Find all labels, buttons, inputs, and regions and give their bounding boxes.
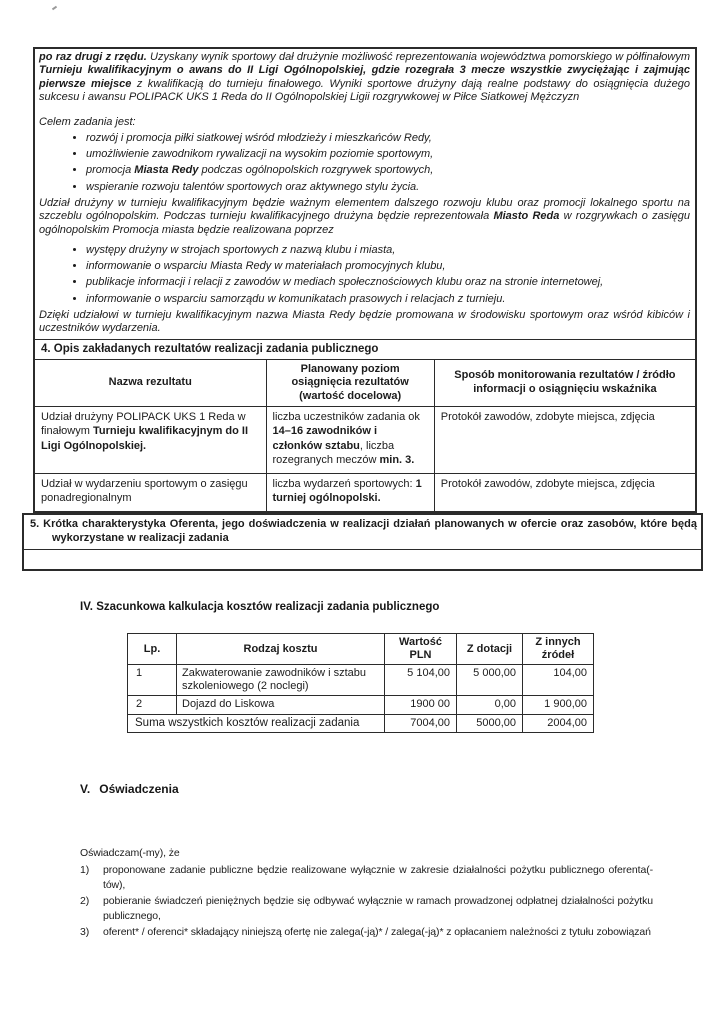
result-row (35, 407, 695, 474)
cost-sum-grant: 5000,00 (457, 714, 523, 732)
section4-title: 4. Opis zakładanych rezultatów realizacji zadania publicznego (35, 339, 695, 359)
promotion-item: • informowanie o wsparciu samorządu w komunikatach prasowych i relacjach z turnieju. (86, 293, 690, 307)
cost-table (127, 633, 594, 733)
declaration-item (80, 894, 653, 924)
declaration-text: oferent* / oferenci* składający niniejszą ofertę nie zalega(-ją)* / zalega(-ją)* z opłacaniem należności z tytułu zobowiązań (103, 926, 651, 938)
cost-sum-value: 7004,00 (385, 714, 457, 732)
result-row (35, 473, 695, 510)
cost-name-cell: Zakwaterowanie zawodników i sztabu szkoleniowego (2 noclegi) (177, 665, 385, 696)
goal-item: • umożliwienie zawodnikom rywalizacji na wysokim poziomie sportowym, (86, 148, 690, 162)
cost-grant-cell: 5 000,00 (457, 665, 523, 696)
declarations-heading-number: V. (80, 782, 91, 796)
cost-value-cell: 1900 00 (385, 696, 457, 714)
cost-header-value: Wartość PLN (385, 634, 457, 665)
goal-item: • wspieranie rozwoju talentów sportowych oraz aktywnego stylu życia. (86, 181, 690, 195)
intro-paragraph: po raz drugi z rzędu. Uzyskany wynik sportowy dał drużynie możliwość reprezentowania województwa pomorskiego w półfinałowym Turnieju kwalifikacyjnym o awans do II Ligi Ogólnopolskiej, gdzie rozegrała 3 mecze wszystkie zwyciężając i zajmując pierwsze miejsce z kwalifikacją do turnieju finałowego. Wyniki sportowe drużyny dają realne podstawy do osiągnięcia dużego sukcesu i awansu POLIPACK UKS 1 Reda do II Ogólnopolskiej Ligii rozgrywkowej w Piłce Siatkowej Mężczyzn (39, 51, 691, 104)
results-header-name: Nazwa rezultatu (35, 359, 266, 407)
section5-title: 5. Krótka charakterystyka Oferenta, jego doświadczenia w realizacji działań planowanych w ofercie oraz zasobów, które będą wykorzystane w realizacji zadania (24, 515, 701, 550)
promotion-item: • występy drużyny w strojach sportowych z nazwą klubu i miasta, (86, 244, 690, 258)
results-table (35, 359, 695, 511)
cost-name-cell: Dojazd do Liskowa (177, 696, 385, 714)
cost-header-type: Rodzaj kosztu (177, 634, 385, 665)
cost-header-lp: Lp. (128, 634, 177, 665)
result-monitor-cell: Protokół zawodów, zdobyte miejsca, zdjęcia (434, 473, 695, 510)
cost-header-row (128, 634, 594, 665)
cost-sum-other: 2004,00 (523, 714, 594, 732)
scan-speck (52, 6, 57, 11)
cost-header-other: Z innych źródeł (523, 634, 594, 665)
offer-text-block (33, 47, 697, 513)
declaration-number: 2) (80, 895, 90, 907)
cost-row (128, 665, 594, 696)
city-name-bold: Miasto Reda (493, 210, 560, 223)
result-level-cell: liczba wydarzeń sportowych: 1 turniej ogólnopolski. (266, 473, 434, 510)
budget-heading: IV. Szacunkowa kalkulacja kosztów realizacji zadania publicznego (80, 601, 440, 613)
declaration-text: pobieranie świadczeń pieniężnych będzie się odbywać wyłącznie w ramach prowadzonej odpłatnej działalności pożytku publicznego, (103, 895, 653, 922)
goals-list (39, 132, 690, 194)
declarations-intro: Oświadczam(-my), że (80, 847, 180, 859)
cost-other-cell: 1 900,00 (523, 696, 594, 714)
promotion-item: • informowanie o wsparciu Miasta Redy w materiałach promocyjnych klubu, (86, 260, 690, 274)
narrative-area (35, 49, 695, 339)
cost-value-cell: 5 104,00 (385, 665, 457, 696)
result-name-cell: Udział drużyny POLIPACK UKS 1 Reda w finałowym Turnieju kwalifikacyjnym do II Ligi Ogólnopolskiej. (35, 407, 266, 474)
section5-box (22, 513, 703, 571)
cost-sum-label: Suma wszystkich kosztów realizacji zadania (128, 714, 385, 732)
section5-number: 5. (30, 518, 40, 530)
closing-paragraph: Dzięki udziałowi w turnieju kwalifikacyjnym nazwa Miasta Redy będzie promowana w środowisku sportowym oraz wśród kibiców i uczestników wydarzenia. (39, 308, 690, 335)
cost-header-grant: Z dotacji (457, 634, 523, 665)
declaration-item (80, 863, 653, 893)
cost-grant-cell: 0,00 (457, 696, 523, 714)
participation-paragraph: Udział drużyny w turnieju kwalifikacyjnym będzie ważnym elementem dalszego rozwoju klubu oraz promocji lokalnego sportu na szczeblu ogólnopolskim. Podczas turnieju kwalifikacyjnego drużyna będzie reprezentowała Miasto Reda w rozgrywkach o zasięgu ogólnopolskim Promocja miasta będzie realizowana poprzez (39, 196, 690, 236)
goals-intro: Celem zadania jest: (39, 115, 136, 128)
result-level-cell: liczba uczestników zadania ok 14–16 zawodników i członków sztabu, liczba rozegranych meczów min. 3. (266, 407, 434, 474)
results-header-row (35, 359, 695, 407)
section5-empty-field (24, 550, 701, 569)
results-header-monitor: Sposób monitorowania rezultatów / źródło informacji o osiągnięciu wskaźnika (434, 359, 695, 407)
cost-other-cell: 104,00 (523, 665, 594, 696)
declaration-item (80, 925, 653, 940)
declarations-heading: V. Oświadczenia (80, 782, 179, 796)
result-monitor-cell: Protokół zawodów, zdobyte miejsca, zdjęcia (434, 407, 695, 474)
declaration-text: proponowane zadanie publiczne będzie realizowane wyłącznie w zakresie działalności pożytku publicznego oferenta(-tów), (103, 864, 653, 891)
goal-item: • promocja Miasta Redy podczas ogólnopolskich rozgrywek sportowych, (86, 164, 690, 178)
intro-bold-tournament: Turnieju kwalifikacyjnym o awans do II Ligi Ogólnopolskiej, gdzie rozegrała 3 mecze wszystkie zwyciężając i zajmując pierwsze miejsce (39, 64, 690, 90)
declaration-number: 3) (80, 926, 90, 938)
cost-sum-row (128, 714, 594, 732)
promotion-item: • publikacje informacji i relacji z zawodów w mediach społecznościowych klubu oraz na stronie internetowej, (86, 276, 690, 290)
promotion-list (39, 244, 690, 306)
declaration-number: 1) (80, 864, 90, 876)
results-header-level: Planowany poziom osiągnięcia rezultatów (wartość docelowa) (266, 359, 434, 407)
cost-row (128, 696, 594, 714)
cost-lp-cell: 2 (128, 696, 177, 714)
goal-item: • rozwój i promocja piłki siatkowej wśród młodzieży i mieszkańców Redy, (86, 132, 690, 146)
intro-bold-lead: po raz drugi z rzędu. (39, 51, 147, 63)
cost-lp-cell: 1 (128, 665, 177, 696)
result-name-cell: Udział w wydarzeniu sportowym o zasięgu ponadregionalnym (35, 473, 266, 510)
declarations-block (80, 846, 653, 941)
